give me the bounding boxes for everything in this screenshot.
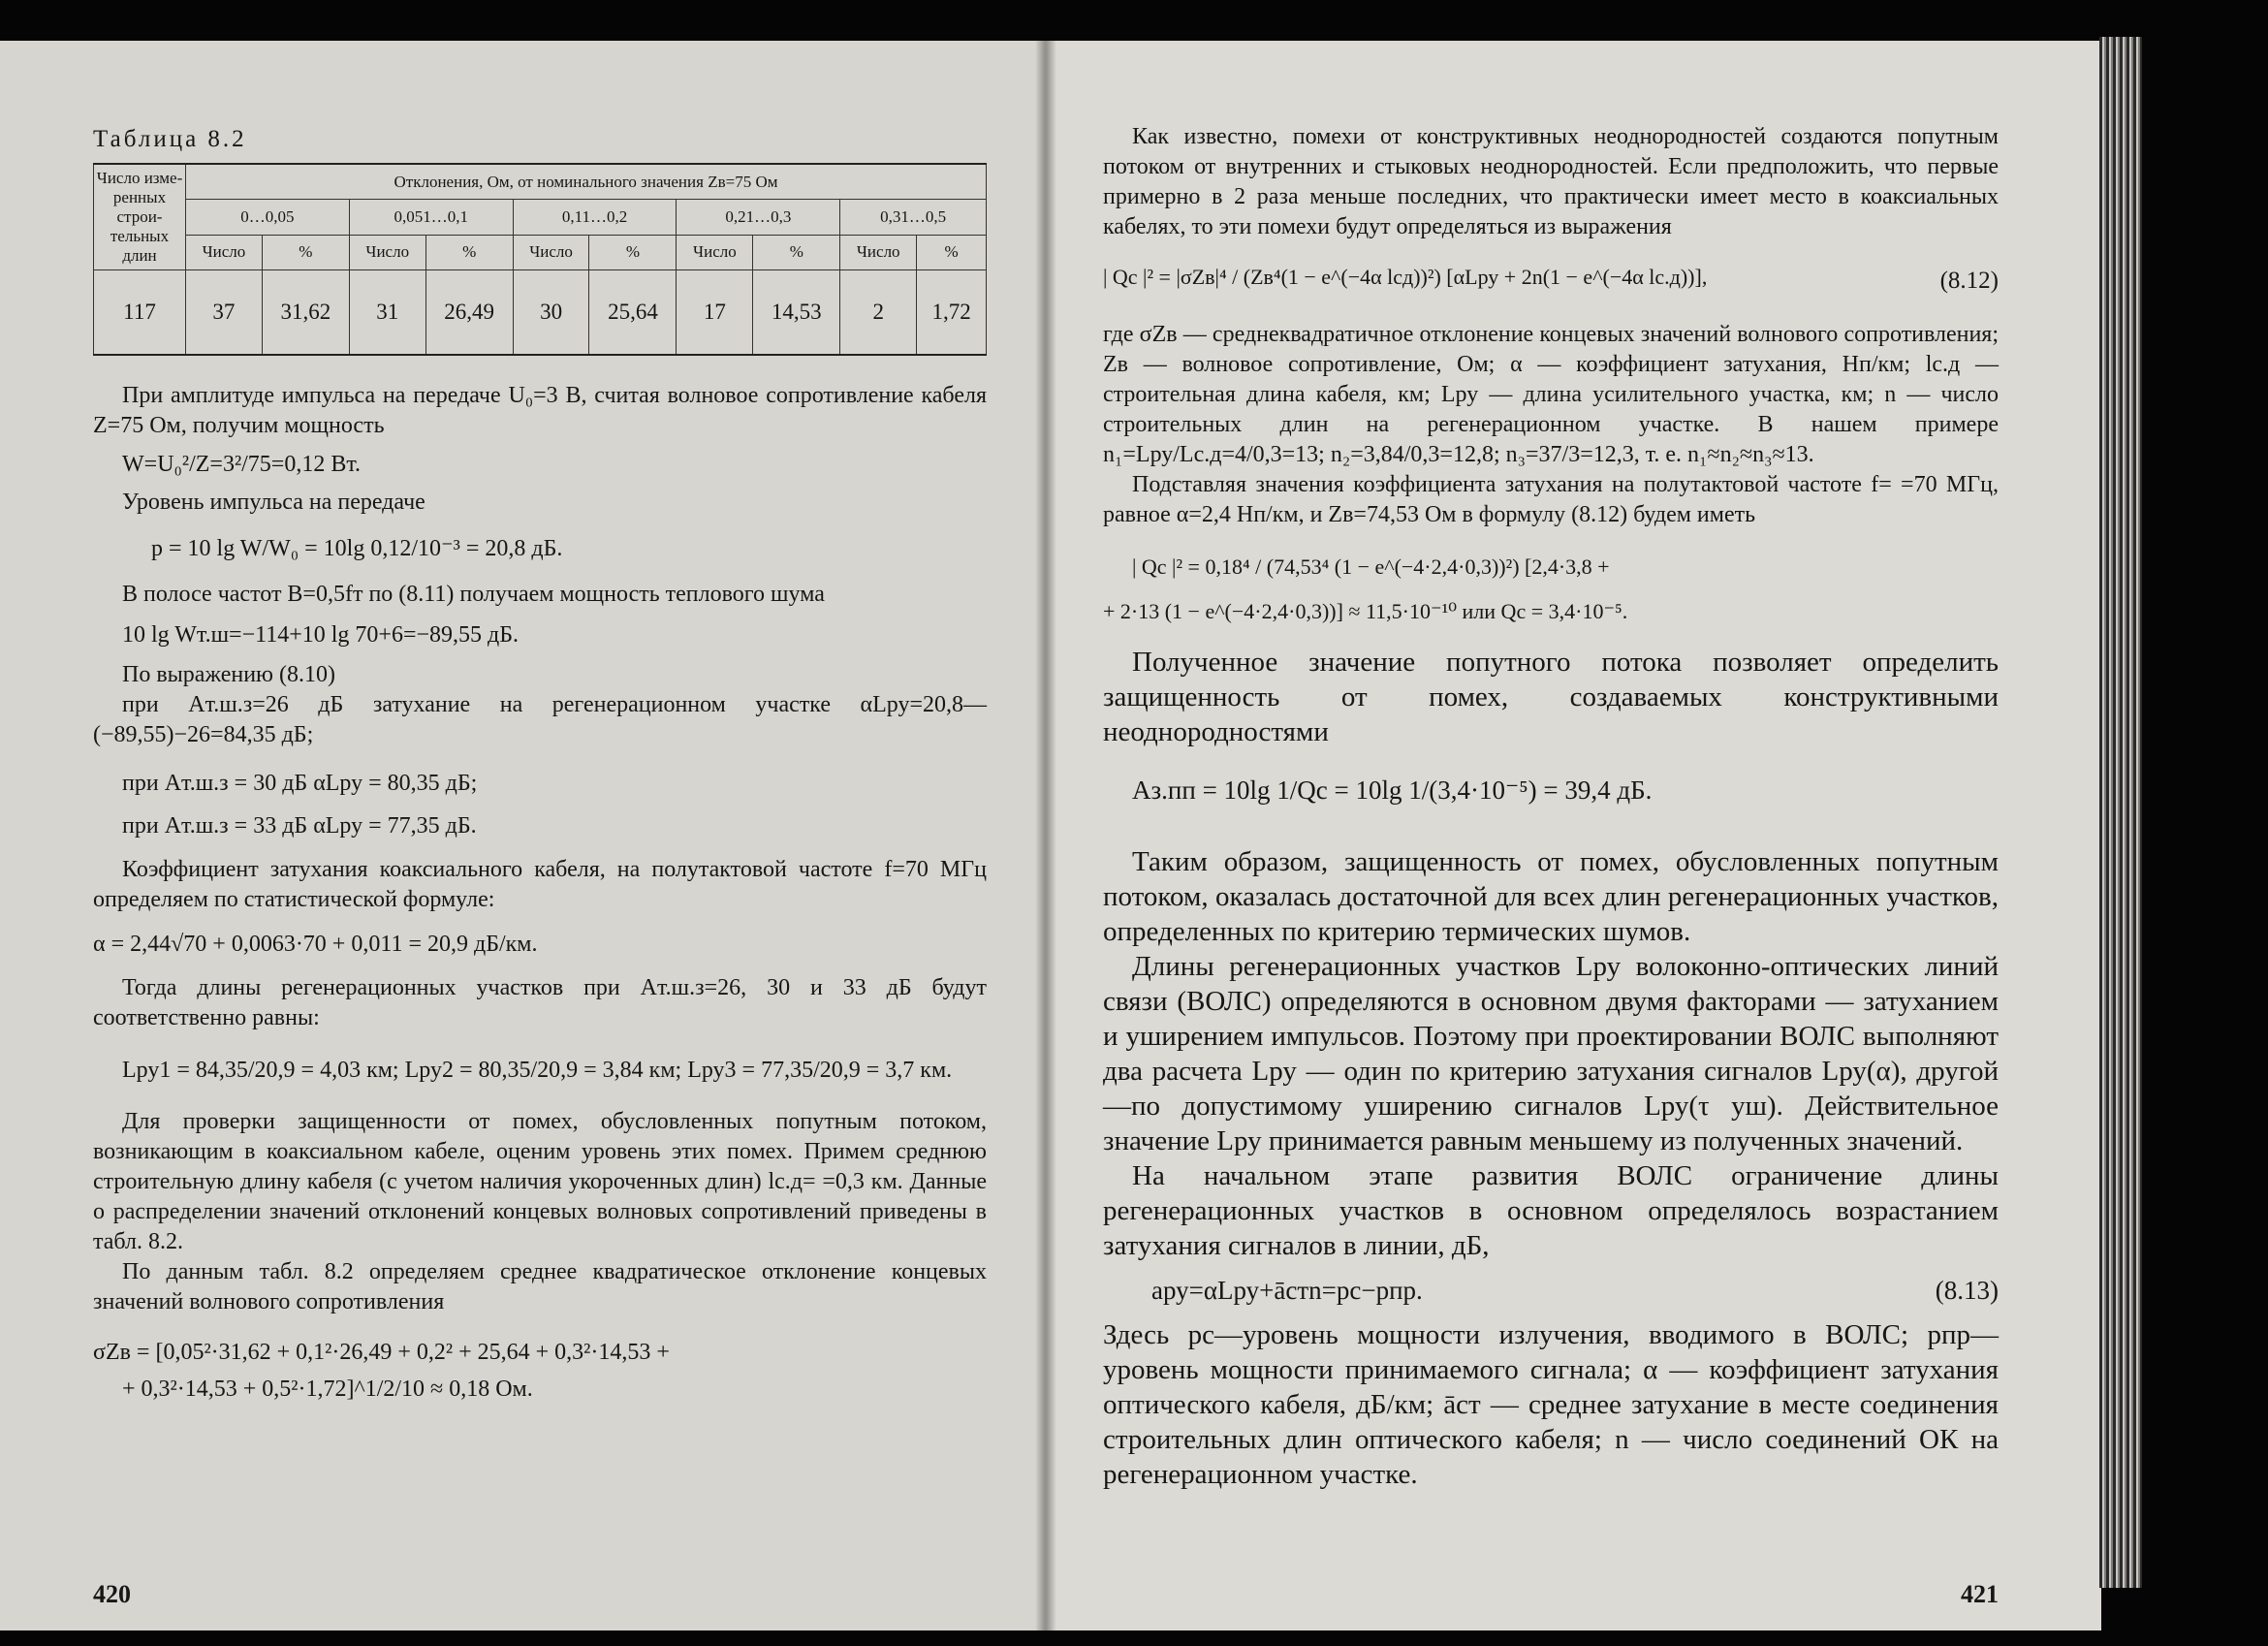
table-cell: 117: [94, 270, 186, 356]
table-cell: 2: [840, 270, 917, 356]
table-subheader: Число: [186, 235, 263, 269]
formula: 10 lg Wт.ш=−114+10 lg 70+6=−89,55 дБ.: [122, 622, 520, 648]
formula: Lру1 = 84,35/20,9 = 4,03 км; Lру2 = 80,35/20,9 = 3,84 км; Lру3 = 77,35/20,9 = 3,7 км.: [122, 1058, 953, 1083]
paragraph: По данным табл. 8.2 определяем среднее квадратическое отклонение концевых значений волнового сопротивления: [93, 1259, 987, 1314]
paragraph: Длины регенерационных участков Lру волоконно-оптических линий связи (ВОЛС) определяются в основном двумя факторами — затуханием и уширением импульсов. Поэтому при проектировании ВОЛС выполняют два расчета Lру — один по критерию затухания сигналов Lру(α), другой—по допустимому уширению сигналов Lру(τ уш). Действительное значение Lру принимается равным меньшему из полученных значений.: [1103, 951, 1999, 1156]
table-cell: 1,72: [917, 270, 987, 356]
page-number: 421: [1961, 1580, 1999, 1608]
paragraph: По выражению (8.10): [122, 662, 335, 687]
equation-8-13: [1103, 1271, 1999, 1310]
table-subheader: %: [425, 235, 513, 269]
table-cell: 37: [186, 270, 263, 356]
paragraph: На начальном этапе развития ВОЛС ограничение длины регенерационных участков в основном определялось возрастанием затухания сигналов в линии, дБ,: [1103, 1160, 1999, 1261]
formula: W=U₀²/Z=3²/75=0,12 Вт.: [122, 452, 362, 477]
formula: при Aт.ш.з = 30 дБ αLру = 80,35 дБ;: [122, 771, 478, 796]
table-row: [94, 270, 987, 356]
equation-8-12: [1103, 262, 1999, 301]
equation-body: aру=αLру+āстn=pс−pпр.: [1151, 1276, 1423, 1305]
formula: + 0,3²·14,53 + 0,5²·1,72]^1/2/10 ≈ 0,18 Ом.: [122, 1377, 533, 1402]
table-subheader: %: [589, 235, 677, 269]
table-subheader: Число: [840, 235, 917, 269]
deviation-table: [93, 163, 987, 356]
table-cell: 31: [349, 270, 425, 356]
table-header-range: 0,051…0,1: [349, 200, 513, 235]
paragraph: Для проверки защищенности от помех, обусловленных попутным потоком, возникающим в коаксиальном кабеле, оценим уровень этих помех. Примем среднюю строительную длину кабеля (с учетом наличия укороченных длин) lс.д= =0,3 км. Данные о распределении значений отклонений концевых волновых сопротивлений приведены в табл. 8.2.: [93, 1109, 987, 1254]
table-subheader: Число: [513, 235, 589, 269]
equation-number: (8.13): [1935, 1276, 1999, 1305]
paragraph: В полосе частот B=0,5fт по (8.11) получаем мощность теплового шума: [122, 582, 825, 607]
table-header-range: 0…0,05: [186, 200, 350, 235]
table-header-range: 0,21…0,3: [677, 200, 840, 235]
page-edges: [2099, 37, 2142, 1588]
paragraph: Тогда длины регенерационных участков при Aт.ш.з=26, 30 и 33 дБ будут соответственно равны:: [93, 975, 987, 1030]
paragraph: Уровень импульса на передаче: [122, 490, 425, 515]
table-subheader: %: [917, 235, 987, 269]
formula: + 2·13 (1 − e^(−4·2,4·0,3))] ≈ 11,5·10⁻¹⁰ или Qс = 3,4·10⁻⁵.: [1103, 599, 1628, 623]
formula: p = 10 lg W/W₀ = 10lg 0,12/10⁻³ = 20,8 дБ.: [151, 536, 563, 561]
book-gutter: [1035, 41, 1056, 1630]
table-header-count: Число изме-ренных строи-тельных длин: [94, 164, 186, 270]
formula: | Qс |² = 0,18⁴ / (74,53⁴ (1 − e^(−4·2,4·0,3))²) [2,4·3,8 +: [1132, 554, 1610, 579]
right-page: [1045, 41, 2101, 1630]
paragraph: Как известно, помехи от конструктивных неоднородностей создаются попутным потоком от внутренних и стыковых неоднородностей. Если предположить, что первые примерно в 2 раза меньше последних, что практически имеет место в коаксиальных кабелях, то эти помехи будут определяться из выражения: [1103, 124, 1999, 239]
table-subheader: Число: [677, 235, 753, 269]
page-number: 420: [93, 1580, 131, 1608]
paragraph: где σZв — среднеквадратичное отклонение концевых значений волнового сопротивления; Zв — волновое сопротивление, Ом; α — коэффициент затухания, Нп/км; lс.д — строительная длина кабеля, км; Lру — длина усилительного участка, км; n — число строительных длин на регенерационном участке. В нашем примере n₁=Lру/Lс.д=4/0,3=13; n₂=3,84/0,3=12,8; n₃=37/3=12,3, т. е. n₁≈n₂≈n₃≈13.: [1103, 322, 1999, 467]
paragraph: Таким образом, защищенность от помех, обусловленных попутным потоком, оказалась достаточной для всех длин регенерационных участков, определенных по критерию термических шумов.: [1103, 846, 1999, 947]
equation-body: | Qс |² = |σZв|⁴ / (Zв⁴(1 − e^(−4α lсд))²) [αLру + 2n(1 − e^(−4α lс.д))],: [1103, 265, 1708, 289]
table-cell: 26,49: [425, 270, 513, 356]
paragraph: при Aт.ш.з=26 дБ затухание на регенерационном участке αLру=20,8—(−89,55)−26=84,35 дБ;: [93, 692, 987, 747]
table-title: Таблица 8.2: [93, 126, 247, 152]
formula: при Aт.ш.з = 33 дБ αLру = 77,35 дБ.: [122, 813, 477, 839]
table-subheader: %: [753, 235, 840, 269]
formula: Aз.пп = 10lg 1/Qс = 10lg 1/(3,4·10⁻⁵) = 39,4 дБ.: [1132, 776, 1653, 805]
table-header-range: 0,11…0,2: [513, 200, 677, 235]
table-cell: 31,62: [262, 270, 349, 356]
table-subheader: Число: [349, 235, 425, 269]
table-cell: 25,64: [589, 270, 677, 356]
table-header-range: 0,31…0,5: [840, 200, 987, 235]
left-page: [0, 41, 1045, 1630]
table-cell: 14,53: [753, 270, 840, 356]
paragraph: Полученное значение попутного потока позволяет определить защищенность от помех, создаваемых конструктивными неоднородностями: [1103, 647, 1999, 747]
table-header-deviations: Отклонения, Ом, от номинального значения Zв=75 Ом: [186, 164, 987, 200]
paragraph: Коэффициент затухания коаксиального кабеля, на полутактовой частоте f=70 МГц определяем по статистической формуле:: [93, 857, 987, 912]
formula: σZв = [0,05²·31,62 + 0,1²·26,49 + 0,2² + 25,64 + 0,3²·14,53 +: [93, 1340, 670, 1365]
paragraph: Здесь pс—уровень мощности излучения, вводимого в ВОЛС; pпр—уровень мощности принимаемого сигнала; α — коэффициент затухания оптического кабеля, дБ/км; āст — среднее затухание в месте соединения строительных длин оптического кабеля; n — число соединений ОК на регенерационном участке.: [1103, 1319, 1999, 1490]
paragraph: При амплитуде импульса на передаче U₀=3 В, считая волновое сопротивление кабеля Z=75 Ом, получим мощность: [93, 383, 987, 438]
equation-number: (8.12): [1939, 268, 1999, 294]
table-cell: 17: [677, 270, 753, 356]
table-subheader: %: [262, 235, 349, 269]
table-cell: 30: [513, 270, 589, 356]
formula: α = 2,44√70 + 0,0063·70 + 0,011 = 20,9 дБ/км.: [93, 932, 538, 957]
paragraph: Подставляя значения коэффициента затухания на полутактовой частоте f= =70 МГц, равное α=2,4 Нп/км, и Zв=74,53 Ом в формулу (8.12) будем иметь: [1103, 472, 1999, 527]
